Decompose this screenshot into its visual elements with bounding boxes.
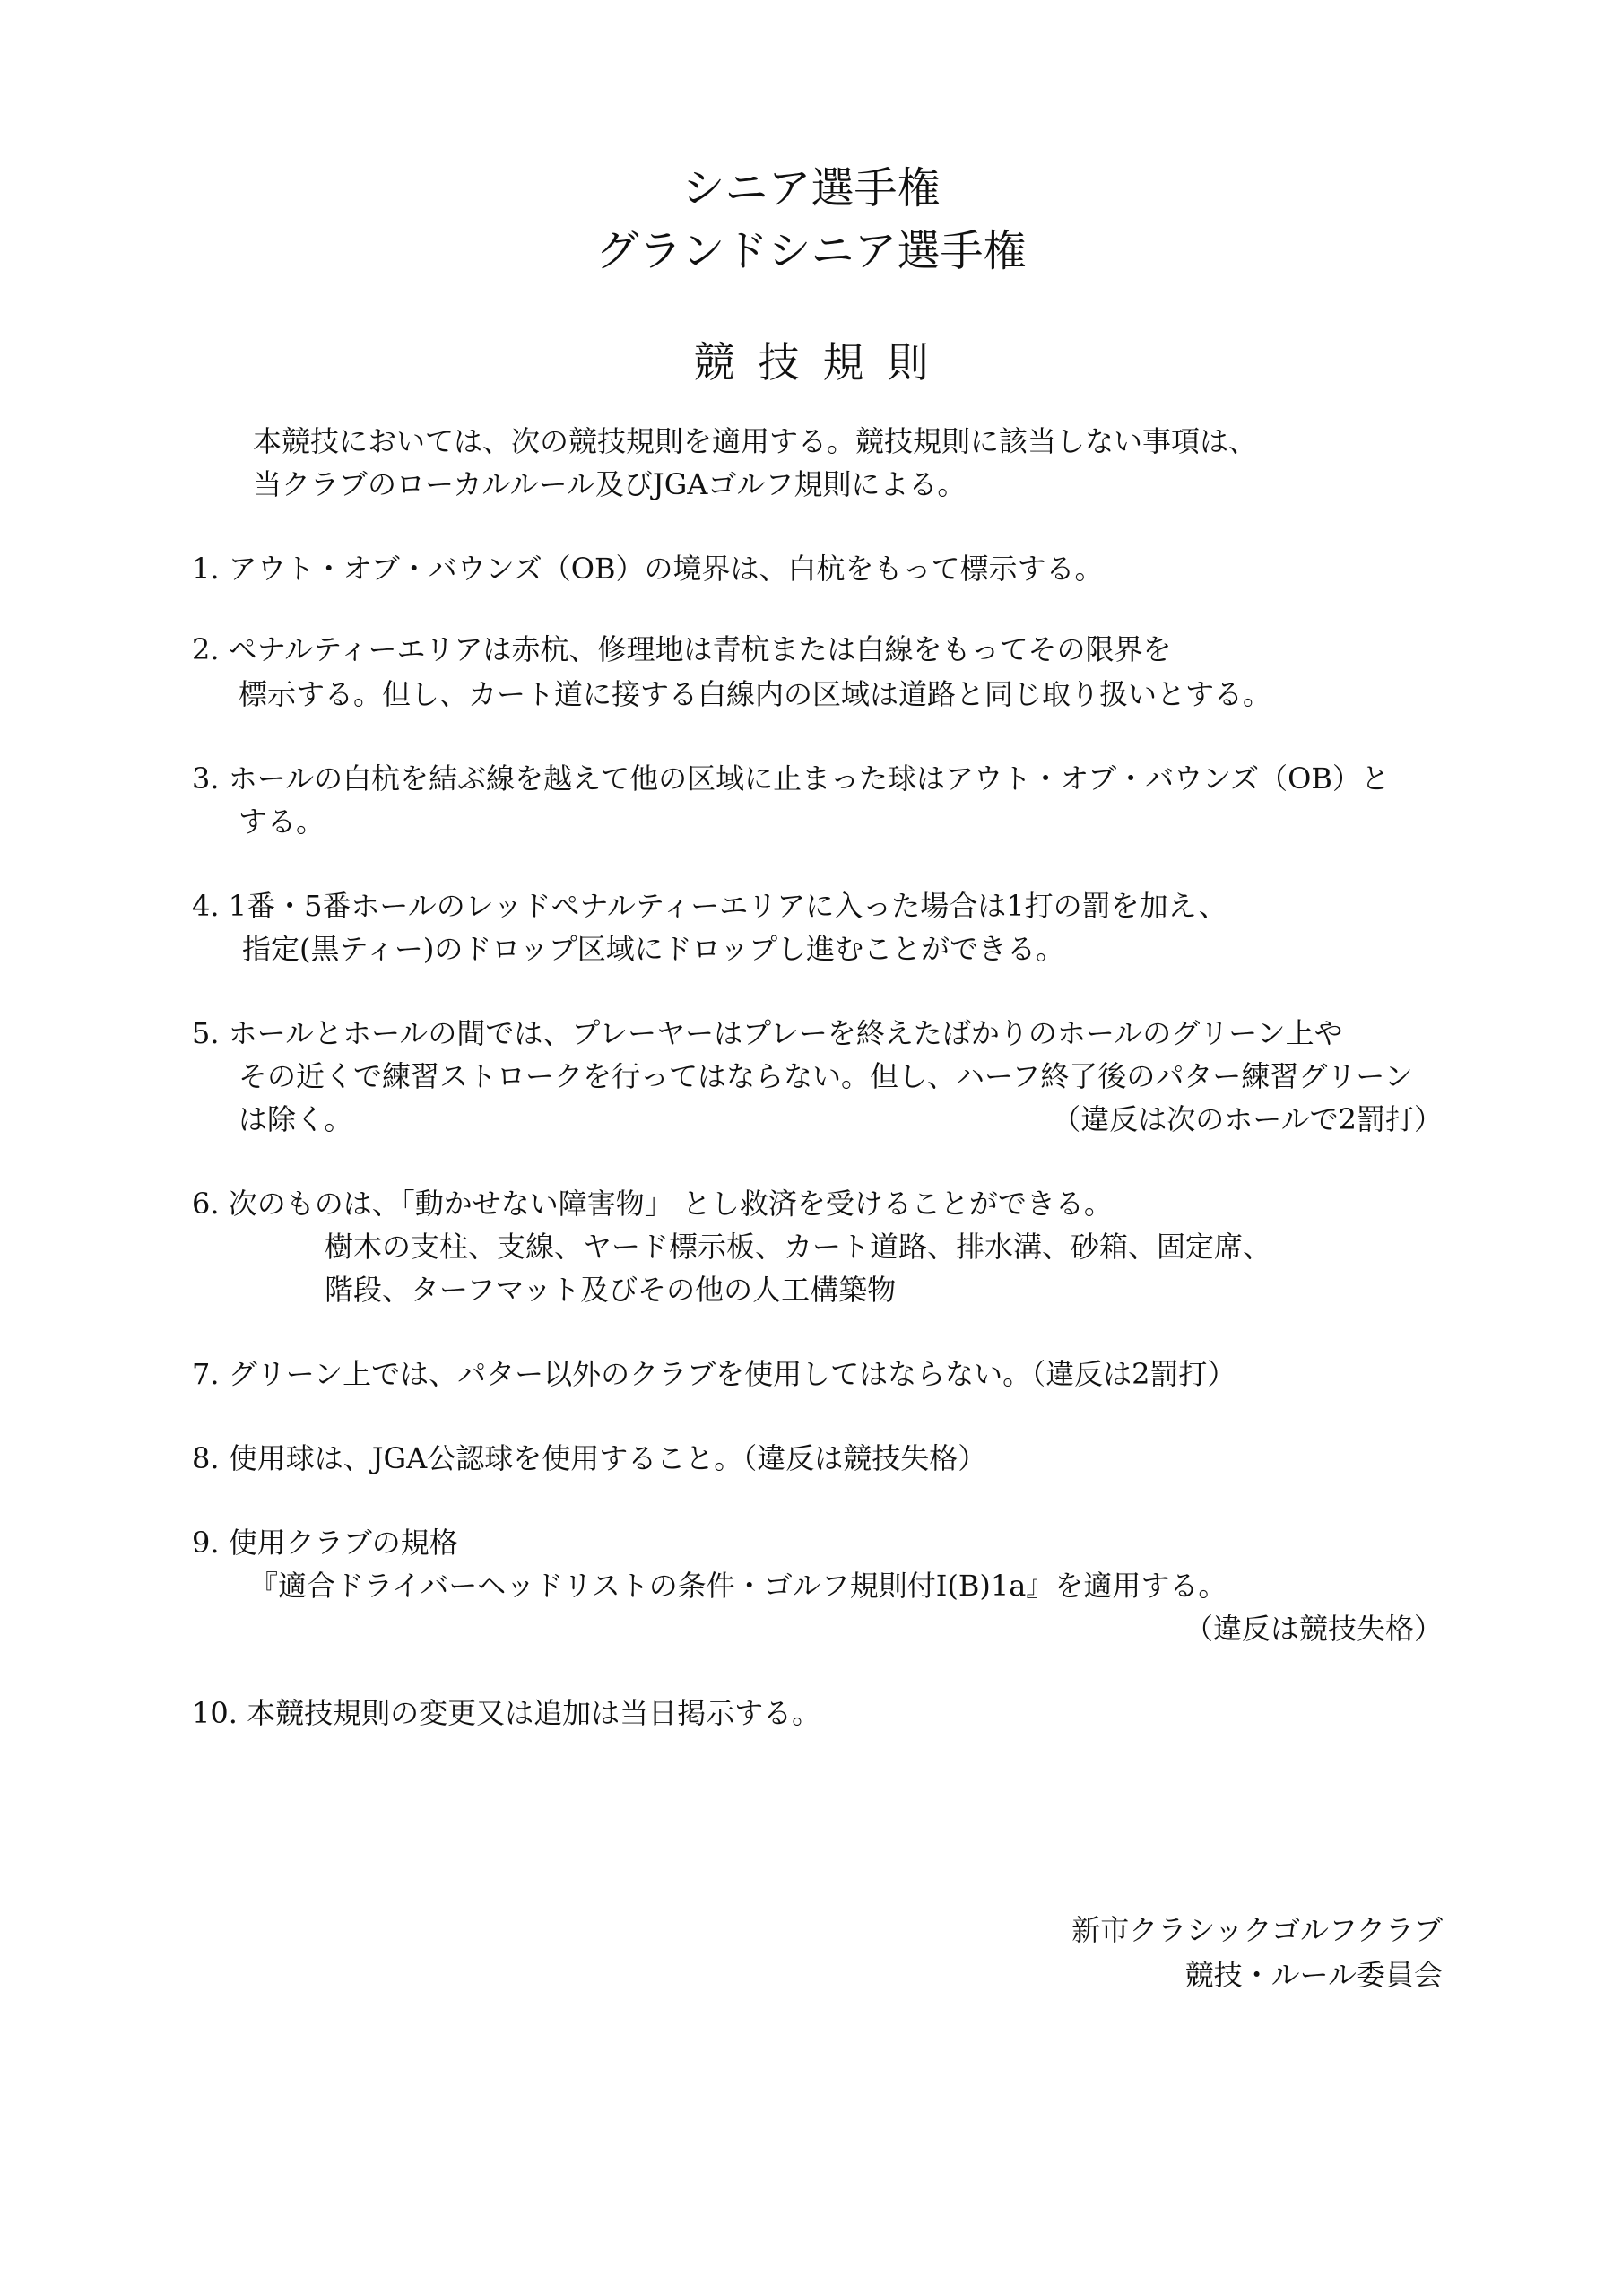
rule-3-line-1: 3. ホールの白杭を結ぶ線を越えて他の区域に止まった球はアウト・オブ・バウンズ（OB）と — [192, 761, 1390, 796]
rule-3-line-2: する。 — [239, 804, 325, 839]
rule-9-penalty: （違反は競技失格） — [1184, 1612, 1443, 1646]
rule-6-line-1: 6. 次のものは、「動かせない障害物」 とし救済を受けることができる。 — [192, 1187, 1113, 1221]
rule-2-line-1: 2. ペナルティーエリアは赤杭、修理地は青杭または白線をもってその限界を — [192, 632, 1172, 666]
intro-line-2: 当クラブのローカルルール及びJGAゴルフ規則による。 — [253, 467, 967, 501]
rule-7: 7. グリーン上では、パター以外のクラブを使用してはならない。（違反は2罰打） — [192, 1357, 1236, 1391]
rule-6-line-2: 樹木の支柱、支線、ヤード標示板、カート道路、排水溝、砂箱、固定席、 — [325, 1230, 1272, 1264]
rule-2-line-2: 標示する。但し、カート道に接する白線内の区域は道路と同じ取り扱いとする。 — [239, 677, 1272, 711]
rule-10: 10. 本競技規則の変更又は追加は当日掲示する。 — [192, 1696, 821, 1730]
title-grand-senior: グランドシニア選手権 — [595, 226, 1027, 276]
signature-club-name: 新市クラシックゴルフクラブ — [1071, 1913, 1443, 1947]
rule-5-penalty: （違反は次のホールで2罰打） — [1052, 1102, 1443, 1136]
rule-4-line-2: 指定(黒ティー)のドロップ区域にドロップし進むことができる。 — [242, 932, 1065, 966]
rule-5-line-3: は除く。 — [239, 1102, 353, 1136]
competition-rules-heading: 競技規則 — [693, 338, 952, 387]
title-senior: シニア選手権 — [681, 163, 941, 213]
rule-5-line-1: 5. ホールとホールの間では、プレーヤーはプレーを終えたばかりのホールのグリーン上や — [192, 1016, 1343, 1050]
intro-line-1: 本競技においては、次の競技規則を適用する。競技規則に該当しない事項は、 — [253, 424, 1258, 458]
signature-committee: 競技・ルール委員会 — [1184, 1958, 1443, 1992]
rule-1: 1. アウト・オブ・バウンズ（OB）の境界は、白杭をもって標示する。 — [192, 552, 1104, 586]
rule-4-line-1: 4. 1番・5番ホールのレッドペナルティーエリアに入った場合は1打の罰を加え、 — [192, 889, 1227, 923]
rule-5-line-2: その近くで練習ストロークを行ってはならない。但し、ハーフ終了後のパター練習グリーン — [239, 1059, 1413, 1093]
rule-8: 8. 使用球は、JGA公認球を使用すること。（違反は競技失格） — [192, 1441, 987, 1475]
rule-9-line-1: 9. 使用クラブの規格 — [192, 1526, 458, 1560]
rule-6-line-3: 階段、ターフマット及びその他の人工構築物 — [325, 1273, 897, 1307]
rule-9-line-2: 『適合ドライバーヘッドリストの条件・ゴルフ規則付Ⅰ(B)1a』を適用する。 — [249, 1569, 1227, 1603]
